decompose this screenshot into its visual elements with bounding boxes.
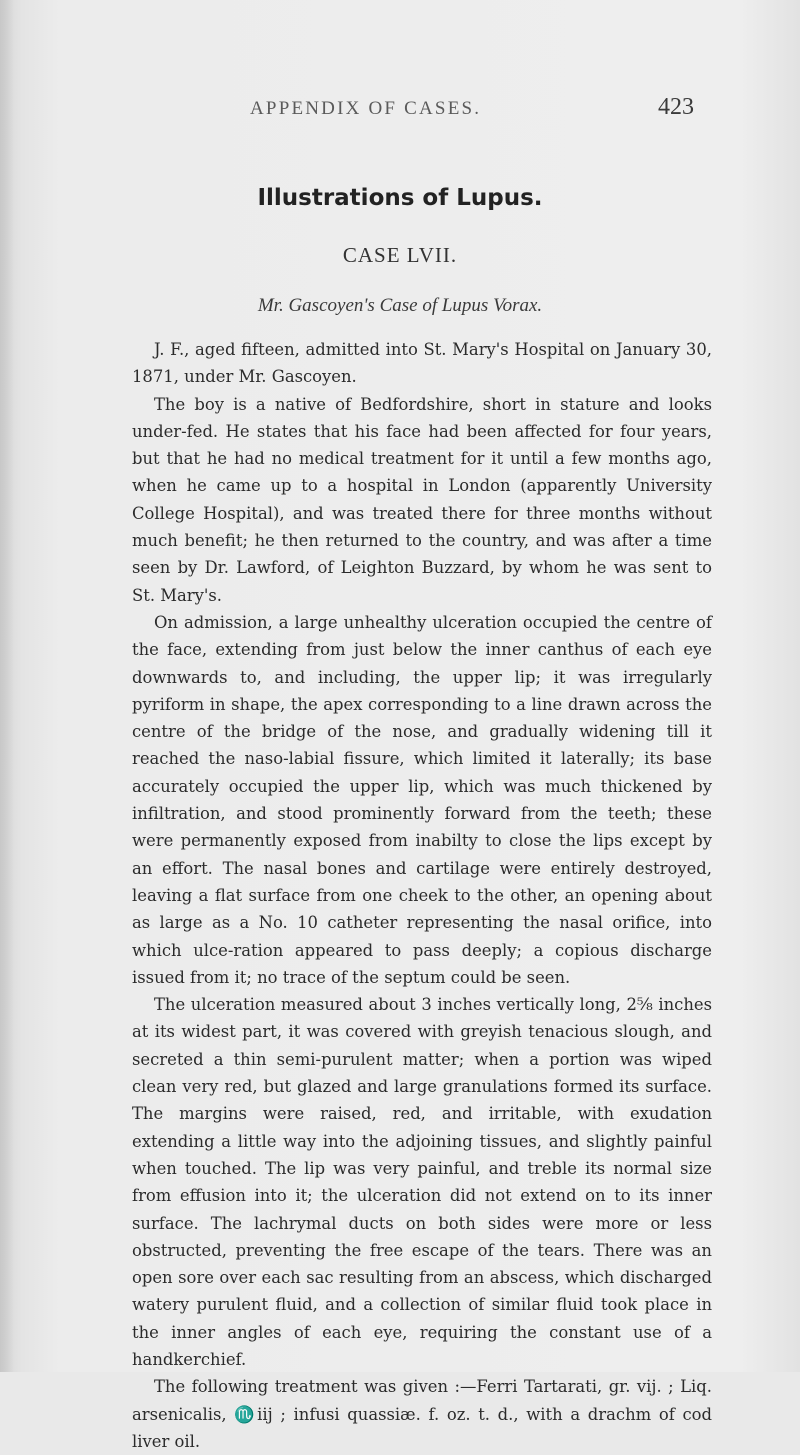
case-title: CASE LVII. bbox=[342, 243, 458, 267]
paragraph-ulceration: The ulceration measured about 3 inches vertically long, 2⅝ inches at its widest part, it was covered with greyish tenacious slough, and secreted a thin semi-purulent matter; when a portion was wiped clean very red, but glazed and large granulations formed its surface. The margins were raised, red, and irritable, with exudation extending a little way into the adjoining tissues, and slightly painful when touched. The lip was very painful, and treble its normal size from effusion into it; the ulceration did not extend on to its inner surface. The lachrymal ducts on both sides were more or less obstructed, preventing the free escape of the tears. There was an open sore over each sac resulting from an abscess, which discharged watery purulent fluid, and a collection of similar fluid took place in the inner angles of each eye, requiring the constant use of a handkerchief. bbox=[132, 995, 712, 1369]
paragraph-admission: J. F., aged fifteen, admitted into St. Mary's Hospital on January 30, 1871, under Mr. Gascoyen. bbox=[132, 340, 712, 387]
paragraph-history: The boy is a native of Bedfordshire, short in stature and looks under-fed. He states that his face had been affected for four years, but that he had no medical treatment for it until a few months ago, when he came up to a hospital in London (apparently University College Hospital), and was treated there for three months without much benefit; he then returned to the country, and was after a time seen by Dr. Lawford, of Leighton Buzzard, by whom he was sent to St. Mary's. bbox=[132, 394, 712, 605]
running-head-title: APPENDIX OF CASES. bbox=[250, 98, 482, 119]
case-body bbox=[132, 336, 712, 1455]
paragraph-examination: On admission, a large unhealthy ulceration occupied the centre of the face, extending from just below the inner canthus of each eye downwards to, and including, the upper lip; it was irregularly pyriform in shape, the apex corresponding to a line drawn across the centre of the bridge of the nose, and gradually widening till it reached the naso-labial fissure, which limited it laterally; its base accurately occupied the upper lip, which was much thickened by infiltration, and stood prominently forward from the teeth; these were permanently exposed from inabilty to close the lips except by an effort. The nasal bones and cartilage were entirely destroyed, leaving a flat surface from one cheek to the other, an opening about as large as a No. 10 catheter representing the nasal orifice, into which ulce-ration appeared to pass deeply; a copious discharge issued from it; no trace of the septum could be seen. bbox=[132, 612, 712, 987]
section-heading: Illustrations of Lupus. bbox=[257, 185, 543, 211]
running-head bbox=[0, 94, 800, 128]
case-subtitle: Mr. Gascoyen's Case of Lupus Vorax. bbox=[257, 295, 543, 316]
paragraph-treatment: The following treatment was given :—Ferri Tartarati, gr. vij. ; Liq. arsenicalis, ♏iij ; infusi quassiæ. f. oz. t. d., with a drachm of cod liver oil. bbox=[132, 1377, 712, 1451]
page-number: 423 bbox=[658, 94, 694, 120]
